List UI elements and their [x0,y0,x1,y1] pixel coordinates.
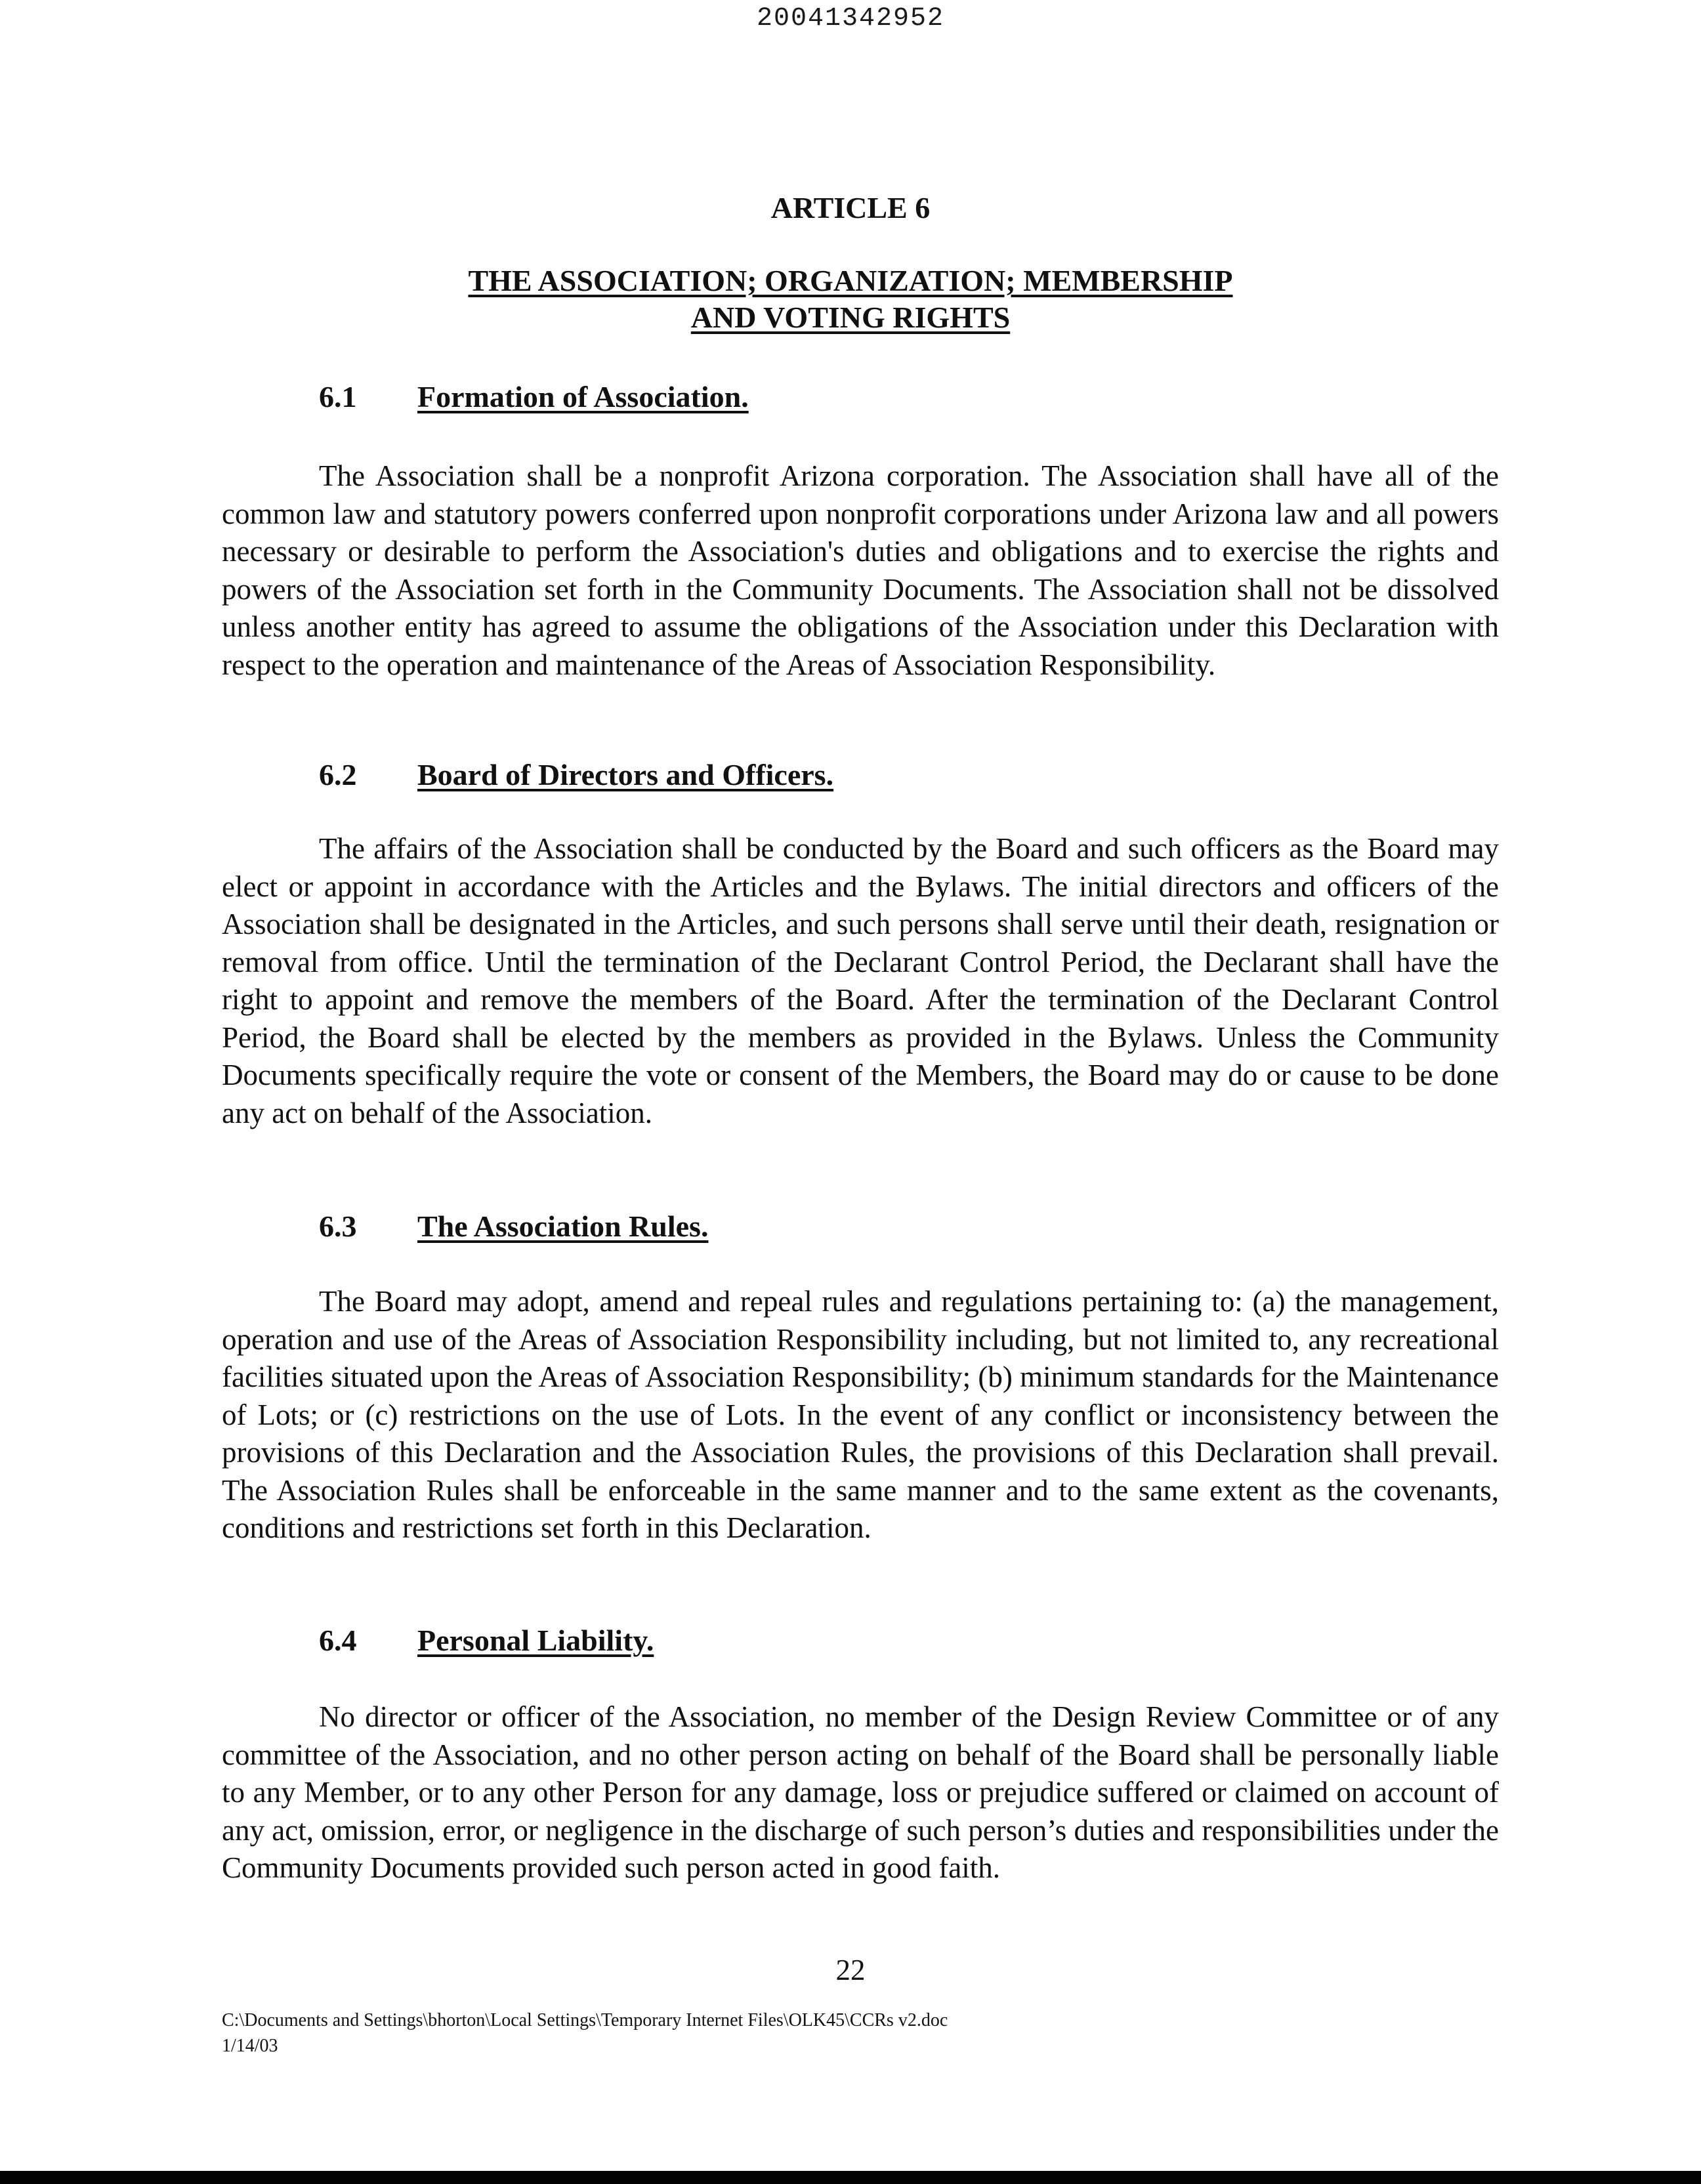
section-heading-6-2 [319,757,833,792]
section-heading-6-1 [319,379,749,414]
article-heading-line-2: AND VOTING RIGHTS [690,301,1011,334]
section-body-6-1: The Association shall be a nonprofit Arizona corporation. The Association shall have all of the common law and statutory powers conferred upon nonprofit corporations under Arizona law and all powers necessary or desirable to perform the Association's duties and obligations and to exercise the rights and powers of the Association set forth in the Community Documents. The Association shall not be dissolved unless another entity has agreed to assume the obligations of the Association under this Declaration with respect to the operation and maintenance of the Areas of Association Responsibility. [222,459,1499,681]
section-heading-6-3 [319,1209,708,1244]
section-title: The Association Rules. [417,1209,709,1243]
section-title: Formation of Association. [417,380,749,413]
section-title: Board of Directors and Officers. [417,758,834,791]
section-number: 6.4 [319,1624,357,1657]
section-number: 6.1 [319,380,357,413]
footer-date: 1/14/03 [222,2036,278,2056]
article-heading [0,262,1701,336]
page-number: 22 [835,1954,866,1986]
scan-border [0,2171,1701,2184]
section-number: 6.2 [319,758,357,791]
document-id: 20041342952 [756,4,945,33]
section-body-6-3: The Board may adopt, amend and repeal rules and regulations pertaining to: (a) the management, operation and use of the Areas of Association Responsibility including, but not limited to, any recreational facilities situated upon the Areas of Association Responsibility; (b) minimum standards for the Maintenance of Lots; or (c) restrictions on the use of Lots. In the event of any conflict or inconsistency between the provisions of this Declaration and the Association Rules, the provisions of this Declaration shall prevail. The Association Rules shall be enforceable in the same manner and to the same extent as the covenants, conditions and restrictions set forth in this Declaration. [222,1285,1499,1544]
section-body-6-2: The affairs of the Association shall be conducted by the Board and such officers as the Board may elect or appoint in accordance with the Articles and the Bylaws. The initial directors and officers of the Association shall be designated in the Articles, and such persons shall serve until their death, resignation or removal from office. Until the termination of the Declarant Control Period, the Declarant shall have the right to appoint and remove the members of the Board. After the termination of the Declarant Control Period, the Board shall be elected by the members as provided in the Bylaws. Unless the Community Documents specifically require the vote or consent of the Members, the Board may do or cause to be done any act on behalf of the Association. [222,832,1499,1129]
article-heading-line-1: THE ASSOCIATION; ORGANIZATION; MEMBERSHIP [468,264,1233,297]
section-heading-6-4 [319,1623,654,1658]
section-body-6-4: No director or officer of the Association, no member of the Design Review Committee or of any committee of the Association, and no other person acting on behalf of the Board shall be personally liable to any Member, or to any other Person for any damage, loss or prejudice suffered or claimed on account of any act, omission, error, or negligence in the discharge of such person’s duties and responsibilities under the Community Documents provided such person acted in good faith. [222,1700,1499,1884]
article-number: ARTICLE 6 [770,191,931,224]
footer-file-path: C:\Documents and Settings\bhorton\Local Settings\Temporary Internet Files\OLK45\CCRs v2.doc [222,2010,948,2030]
section-number: 6.3 [319,1209,357,1243]
section-title: Personal Liability. [417,1624,654,1657]
